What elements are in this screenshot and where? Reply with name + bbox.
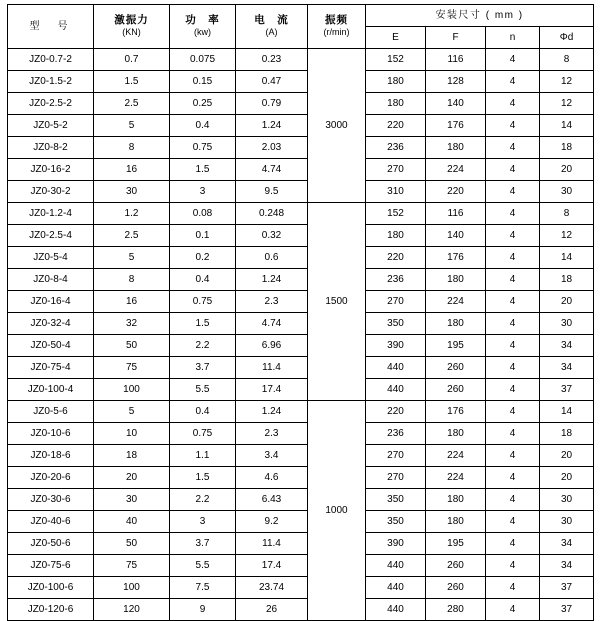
cell-dimension-e: 270 <box>366 291 426 313</box>
cell-exciting-force: 5 <box>94 115 170 137</box>
cell-dimension-d: 30 <box>540 181 594 203</box>
table-row <box>8 247 594 269</box>
table-row <box>8 379 594 401</box>
cell-current: 3.4 <box>236 445 308 467</box>
cell-exciting-force: 1.2 <box>94 203 170 225</box>
cell-model: JZ0-2.5-2 <box>8 93 94 115</box>
cell-power: 0.75 <box>170 137 236 159</box>
cell-exciting-force: 1.5 <box>94 71 170 93</box>
cell-dimension-n: 4 <box>486 313 540 335</box>
cell-dimension-f: 195 <box>426 533 486 555</box>
cell-power: 0.2 <box>170 247 236 269</box>
cell-dimension-d: 8 <box>540 203 594 225</box>
cell-current: 0.79 <box>236 93 308 115</box>
cell-dimension-d: 14 <box>540 115 594 137</box>
cell-dimension-f: 195 <box>426 335 486 357</box>
table-row <box>8 423 594 445</box>
table-row <box>8 225 594 247</box>
cell-dimension-n: 4 <box>486 533 540 555</box>
cell-current: 6.96 <box>236 335 308 357</box>
cell-dimension-n: 4 <box>486 357 540 379</box>
cell-model: JZ0-5-6 <box>8 401 94 423</box>
cell-model: JZ0-18-6 <box>8 445 94 467</box>
cell-power: 0.75 <box>170 291 236 313</box>
cell-current: 1.24 <box>236 401 308 423</box>
cell-current: 9.5 <box>236 181 308 203</box>
cell-dimension-d: 14 <box>540 401 594 423</box>
table-row <box>8 137 594 159</box>
cell-model: JZ0-10-6 <box>8 423 94 445</box>
cell-dimension-n: 4 <box>486 423 540 445</box>
cell-dimension-f: 180 <box>426 269 486 291</box>
cell-power: 0.75 <box>170 423 236 445</box>
cell-exciting-force: 120 <box>94 599 170 621</box>
cell-model: JZ0-2.5-4 <box>8 225 94 247</box>
cell-dimension-e: 220 <box>366 401 426 423</box>
cell-exciting-force: 5 <box>94 247 170 269</box>
cell-power: 1.5 <box>170 159 236 181</box>
cell-current: 11.4 <box>236 533 308 555</box>
cell-exciting-force: 5 <box>94 401 170 423</box>
header-frequency-unit: (r/min) <box>323 27 350 38</box>
table-row <box>8 357 594 379</box>
cell-current: 17.4 <box>236 379 308 401</box>
header-row-main <box>8 5 594 27</box>
cell-power: 0.15 <box>170 71 236 93</box>
cell-dimension-e: 440 <box>366 555 426 577</box>
cell-dimension-f: 180 <box>426 489 486 511</box>
cell-dimension-f: 176 <box>426 401 486 423</box>
header-installation-size: 安装尺寸 ( mm ) <box>366 5 594 27</box>
cell-model: JZ0-100-4 <box>8 379 94 401</box>
cell-exciting-force: 75 <box>94 357 170 379</box>
cell-dimension-d: 18 <box>540 137 594 159</box>
cell-current: 0.47 <box>236 71 308 93</box>
cell-power: 0.4 <box>170 269 236 291</box>
cell-exciting-force: 8 <box>94 137 170 159</box>
cell-model: JZ0-1.5-2 <box>8 71 94 93</box>
cell-dimension-d: 37 <box>540 599 594 621</box>
cell-current: 1.24 <box>236 115 308 137</box>
cell-model: JZ0-5-4 <box>8 247 94 269</box>
cell-dimension-d: 34 <box>540 533 594 555</box>
cell-dimension-f: 140 <box>426 93 486 115</box>
cell-dimension-f: 260 <box>426 577 486 599</box>
cell-exciting-force: 30 <box>94 181 170 203</box>
cell-dimension-f: 180 <box>426 137 486 159</box>
table-row <box>8 313 594 335</box>
cell-dimension-e: 350 <box>366 489 426 511</box>
cell-dimension-n: 4 <box>486 577 540 599</box>
header-frequency <box>308 5 366 49</box>
cell-dimension-e: 350 <box>366 313 426 335</box>
cell-dimension-f: 176 <box>426 247 486 269</box>
cell-dimension-n: 4 <box>486 401 540 423</box>
cell-dimension-d: 20 <box>540 291 594 313</box>
cell-frequency: 1000 <box>308 401 366 621</box>
cell-dimension-n: 4 <box>486 159 540 181</box>
header-dimension-n: n <box>486 27 540 49</box>
cell-dimension-f: 224 <box>426 159 486 181</box>
cell-current: 0.6 <box>236 247 308 269</box>
table-row <box>8 93 594 115</box>
cell-dimension-d: 20 <box>540 467 594 489</box>
cell-power: 5.5 <box>170 555 236 577</box>
cell-dimension-f: 260 <box>426 357 486 379</box>
specification-table <box>7 4 594 621</box>
cell-power: 0.08 <box>170 203 236 225</box>
cell-dimension-n: 4 <box>486 291 540 313</box>
cell-dimension-e: 270 <box>366 445 426 467</box>
table-body <box>8 49 594 621</box>
cell-exciting-force: 0.7 <box>94 49 170 71</box>
cell-dimension-d: 30 <box>540 511 594 533</box>
cell-exciting-force: 8 <box>94 269 170 291</box>
cell-dimension-d: 12 <box>540 225 594 247</box>
cell-power: 1.1 <box>170 445 236 467</box>
cell-model: JZ0-16-4 <box>8 291 94 313</box>
cell-dimension-f: 224 <box>426 445 486 467</box>
cell-current: 0.23 <box>236 49 308 71</box>
header-dimension-e: E <box>366 27 426 49</box>
cell-model: JZ0-8-2 <box>8 137 94 159</box>
cell-model: JZ0-30-2 <box>8 181 94 203</box>
cell-dimension-f: 180 <box>426 313 486 335</box>
cell-dimension-e: 270 <box>366 159 426 181</box>
cell-dimension-e: 180 <box>366 93 426 115</box>
cell-current: 23.74 <box>236 577 308 599</box>
cell-power: 5.5 <box>170 379 236 401</box>
cell-dimension-e: 270 <box>366 467 426 489</box>
cell-current: 4.74 <box>236 313 308 335</box>
cell-dimension-d: 12 <box>540 93 594 115</box>
cell-power: 0.075 <box>170 49 236 71</box>
cell-exciting-force: 16 <box>94 291 170 313</box>
cell-dimension-n: 4 <box>486 555 540 577</box>
cell-current: 2.3 <box>236 423 308 445</box>
cell-exciting-force: 16 <box>94 159 170 181</box>
cell-model: JZ0-32-4 <box>8 313 94 335</box>
cell-exciting-force: 2.5 <box>94 93 170 115</box>
cell-dimension-d: 30 <box>540 313 594 335</box>
cell-dimension-f: 224 <box>426 467 486 489</box>
cell-model: JZ0-120-6 <box>8 599 94 621</box>
cell-dimension-d: 14 <box>540 247 594 269</box>
table-row <box>8 269 594 291</box>
cell-current: 2.03 <box>236 137 308 159</box>
cell-power: 0.4 <box>170 401 236 423</box>
header-exciting-force <box>94 5 170 49</box>
cell-model: JZ0-30-6 <box>8 489 94 511</box>
spec-sheet <box>0 4 600 615</box>
cell-dimension-f: 220 <box>426 181 486 203</box>
table-row <box>8 511 594 533</box>
cell-dimension-n: 4 <box>486 137 540 159</box>
cell-model: JZ0-20-6 <box>8 467 94 489</box>
table-row <box>8 203 594 225</box>
cell-dimension-f: 116 <box>426 203 486 225</box>
cell-dimension-e: 152 <box>366 49 426 71</box>
cell-dimension-e: 180 <box>366 225 426 247</box>
cell-model: JZ0-8-4 <box>8 269 94 291</box>
cell-dimension-n: 4 <box>486 511 540 533</box>
cell-current: 4.74 <box>236 159 308 181</box>
cell-dimension-n: 4 <box>486 599 540 621</box>
cell-power: 0.1 <box>170 225 236 247</box>
cell-dimension-n: 4 <box>486 335 540 357</box>
header-power <box>170 5 236 49</box>
table-row <box>8 577 594 599</box>
cell-model: JZ0-5-2 <box>8 115 94 137</box>
header-dimension-f: F <box>426 27 486 49</box>
cell-model: JZ0-100-6 <box>8 577 94 599</box>
cell-dimension-e: 440 <box>366 357 426 379</box>
cell-dimension-e: 440 <box>366 577 426 599</box>
cell-dimension-d: 8 <box>540 49 594 71</box>
table-row <box>8 555 594 577</box>
header-power-label: 功 率 <box>185 14 220 27</box>
cell-dimension-e: 350 <box>366 511 426 533</box>
cell-current: 0.248 <box>236 203 308 225</box>
cell-power: 7.5 <box>170 577 236 599</box>
cell-current: 4.6 <box>236 467 308 489</box>
cell-exciting-force: 32 <box>94 313 170 335</box>
cell-dimension-d: 34 <box>540 335 594 357</box>
cell-dimension-n: 4 <box>486 467 540 489</box>
cell-power: 2.2 <box>170 335 236 357</box>
cell-dimension-f: 116 <box>426 49 486 71</box>
header-frequency-label: 振频 <box>325 14 348 27</box>
cell-exciting-force: 75 <box>94 555 170 577</box>
cell-current: 17.4 <box>236 555 308 577</box>
table-row <box>8 335 594 357</box>
table-row <box>8 159 594 181</box>
cell-dimension-f: 280 <box>426 599 486 621</box>
cell-frequency: 3000 <box>308 49 366 203</box>
cell-frequency: 1500 <box>308 203 366 401</box>
header-exciting-force-label: 激振力 <box>114 14 149 27</box>
cell-dimension-d: 37 <box>540 577 594 599</box>
cell-dimension-e: 390 <box>366 335 426 357</box>
cell-current: 1.24 <box>236 269 308 291</box>
table-row <box>8 291 594 313</box>
cell-dimension-e: 220 <box>366 115 426 137</box>
cell-power: 2.2 <box>170 489 236 511</box>
header-dimension-d: Φd <box>540 27 594 49</box>
cell-dimension-f: 176 <box>426 115 486 137</box>
cell-exciting-force: 40 <box>94 511 170 533</box>
header-exciting-force-unit: (KN) <box>122 27 141 38</box>
table-row <box>8 71 594 93</box>
cell-current: 9.2 <box>236 511 308 533</box>
cell-current: 0.32 <box>236 225 308 247</box>
cell-dimension-d: 37 <box>540 379 594 401</box>
cell-dimension-n: 4 <box>486 489 540 511</box>
cell-dimension-d: 20 <box>540 445 594 467</box>
table-row <box>8 49 594 71</box>
cell-dimension-n: 4 <box>486 445 540 467</box>
table-row <box>8 115 594 137</box>
cell-model: JZ0-0.7-2 <box>8 49 94 71</box>
cell-current: 11.4 <box>236 357 308 379</box>
header-current-unit: (A) <box>265 27 278 38</box>
cell-exciting-force: 50 <box>94 533 170 555</box>
cell-current: 6.43 <box>236 489 308 511</box>
cell-dimension-d: 20 <box>540 159 594 181</box>
table-row <box>8 599 594 621</box>
cell-dimension-n: 4 <box>486 269 540 291</box>
cell-dimension-d: 34 <box>540 555 594 577</box>
cell-dimension-e: 390 <box>366 533 426 555</box>
table-row <box>8 181 594 203</box>
cell-dimension-f: 260 <box>426 555 486 577</box>
cell-model: JZ0-16-2 <box>8 159 94 181</box>
cell-exciting-force: 50 <box>94 335 170 357</box>
table-row <box>8 533 594 555</box>
cell-dimension-f: 140 <box>426 225 486 247</box>
cell-exciting-force: 2.5 <box>94 225 170 247</box>
header-power-unit: (kw) <box>194 27 211 38</box>
cell-current: 26 <box>236 599 308 621</box>
cell-dimension-n: 4 <box>486 71 540 93</box>
cell-dimension-e: 310 <box>366 181 426 203</box>
cell-dimension-n: 4 <box>486 247 540 269</box>
table-row <box>8 401 594 423</box>
cell-dimension-n: 4 <box>486 49 540 71</box>
cell-dimension-d: 18 <box>540 269 594 291</box>
cell-power: 1.5 <box>170 467 236 489</box>
cell-dimension-n: 4 <box>486 93 540 115</box>
cell-model: JZ0-75-6 <box>8 555 94 577</box>
cell-exciting-force: 100 <box>94 577 170 599</box>
cell-exciting-force: 20 <box>94 467 170 489</box>
cell-dimension-e: 236 <box>366 423 426 445</box>
cell-model: JZ0-50-6 <box>8 533 94 555</box>
cell-power: 3.7 <box>170 357 236 379</box>
table-row <box>8 489 594 511</box>
cell-dimension-d: 18 <box>540 423 594 445</box>
cell-dimension-f: 180 <box>426 423 486 445</box>
header-current-label: 电 流 <box>254 14 289 27</box>
cell-dimension-n: 4 <box>486 115 540 137</box>
cell-dimension-n: 4 <box>486 203 540 225</box>
table-row <box>8 467 594 489</box>
cell-exciting-force: 100 <box>94 379 170 401</box>
cell-power: 3 <box>170 181 236 203</box>
cell-dimension-e: 152 <box>366 203 426 225</box>
cell-dimension-n: 4 <box>486 181 540 203</box>
cell-dimension-f: 128 <box>426 71 486 93</box>
cell-dimension-e: 236 <box>366 137 426 159</box>
cell-dimension-e: 220 <box>366 247 426 269</box>
cell-power: 0.25 <box>170 93 236 115</box>
cell-exciting-force: 30 <box>94 489 170 511</box>
cell-dimension-f: 180 <box>426 511 486 533</box>
cell-power: 9 <box>170 599 236 621</box>
cell-current: 2.3 <box>236 291 308 313</box>
table-header <box>8 5 594 49</box>
cell-dimension-e: 440 <box>366 379 426 401</box>
cell-model: JZ0-50-4 <box>8 335 94 357</box>
cell-dimension-d: 30 <box>540 489 594 511</box>
cell-dimension-f: 260 <box>426 379 486 401</box>
header-model: 型 号 <box>8 5 94 49</box>
cell-model: JZ0-40-6 <box>8 511 94 533</box>
cell-dimension-n: 4 <box>486 225 540 247</box>
table-row <box>8 445 594 467</box>
cell-model: JZ0-1.2-4 <box>8 203 94 225</box>
cell-power: 3 <box>170 511 236 533</box>
header-current <box>236 5 308 49</box>
cell-dimension-n: 4 <box>486 379 540 401</box>
cell-power: 1.5 <box>170 313 236 335</box>
cell-exciting-force: 10 <box>94 423 170 445</box>
cell-exciting-force: 18 <box>94 445 170 467</box>
cell-dimension-e: 440 <box>366 599 426 621</box>
cell-dimension-f: 224 <box>426 291 486 313</box>
cell-model: JZ0-75-4 <box>8 357 94 379</box>
cell-dimension-e: 180 <box>366 71 426 93</box>
cell-dimension-d: 34 <box>540 357 594 379</box>
cell-power: 3.7 <box>170 533 236 555</box>
cell-dimension-d: 12 <box>540 71 594 93</box>
cell-power: 0.4 <box>170 115 236 137</box>
cell-dimension-e: 236 <box>366 269 426 291</box>
